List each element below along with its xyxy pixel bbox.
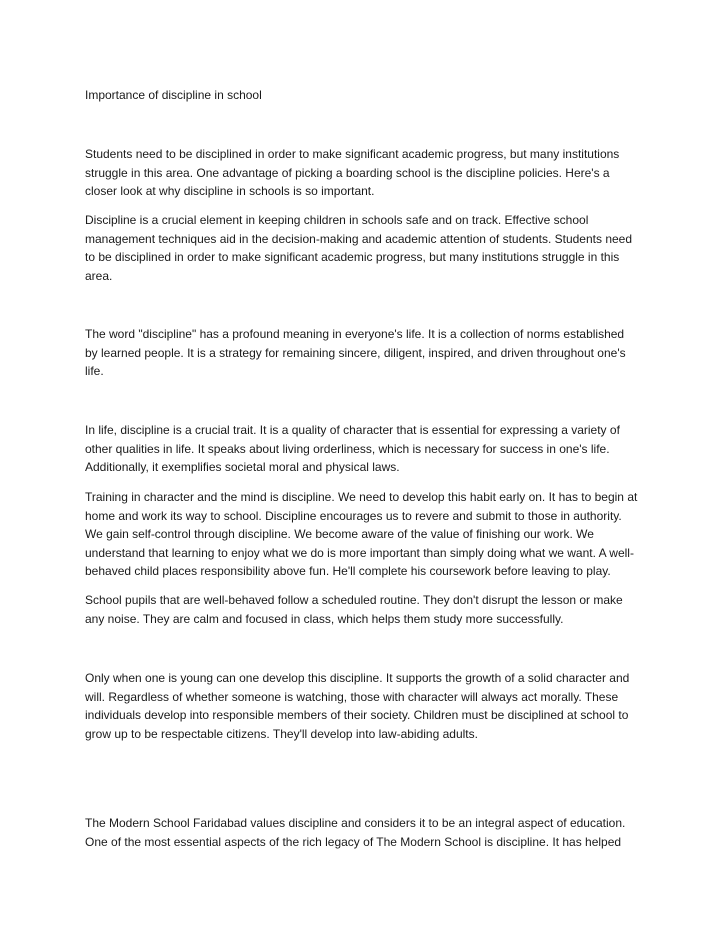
paragraph-7: Only when one is young can one develop this discipline. It supports the growth of a solid character and will. Regardless of whether someone is watching, those with character will always act morally. These individuals develop into responsible members of their society. Children must be disciplined at school to grow up to be respectable citizens. They'll develop into law-abiding adults. (85, 671, 630, 741)
paragraph-3: The word "discipline" has a profound meaning in everyone's life. It is a collection of norms established by learned people. It is a strategy for remaining sincere, diligent, inspired, and driven throughout one's life. (85, 327, 626, 378)
document-title: Importance of discipline in school (85, 88, 262, 102)
paragraph-5: Training in character and the mind is discipline. We need to develop this habit early on. It has to begin at home and work its way to school. Discipline encourages us to revere and submit to those in authority. We gain self-control through discipline. We become aware of the value of finishing our work. We understand that learning to enjoy what we do is more important than simply doing what we want. A well-behaved child places responsibility above fun. He'll complete his coursework before leaving to play. (85, 490, 638, 578)
paragraph-1: Students need to be disciplined in order to make significant academic progress, but many institutions struggle in this area. One advantage of picking a boarding school is the discipline policies. Here's a closer look at why discipline in schools is so important. (85, 147, 620, 198)
paragraph-8: The Modern School Faridabad values discipline and considers it to be an integral aspect of education. One of the most essential aspects of the rich legacy of The Modern School is discipline. It has helped (85, 816, 626, 849)
paragraph-2: Discipline is a crucial element in keeping children in schools safe and on track. Effective school management techniques aid in the decision-making and academic attention of students. Students need to be disciplined in order to make significant academic progress, but many institutions struggle in this area. (85, 213, 633, 283)
paragraph-6: School pupils that are well-behaved follow a scheduled routine. They don't disrupt the lesson or make any noise. They are calm and focused in class, which helps them study more successfully. (85, 593, 623, 626)
paragraph-4: In life, discipline is a crucial trait. It is a quality of character that is essential for expressing a variety of other qualities in life. It speaks about living orderliness, which is necessary for success in one's life. Additionally, it exemplifies societal moral and physical laws. (85, 423, 620, 474)
